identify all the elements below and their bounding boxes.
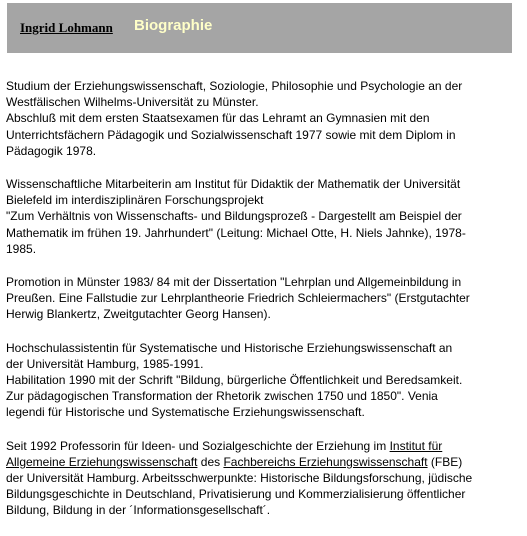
text-line: Bielefeld im interdisziplinären Forschungsprojekt	[6, 193, 264, 208]
text-line: Mathematik im frühen 19. Jahrhundert" (Leitung: Michael Otte, H. Niels Jahnke), 1978-	[6, 225, 466, 240]
text-line: der Universität Hamburg, 1985-1991.	[6, 356, 204, 371]
text-line: Abschluß mit dem ersten Staatsexamen für das Lehramt an Gymnasien mit den	[6, 111, 430, 126]
faculty-link[interactable]: Fachbereichs Erziehungswissenschaft	[223, 454, 428, 469]
text-line: Bildungsgeschichte in Deutschland, Privatisierung und Kommerzialisierung öffentlicher	[6, 487, 466, 502]
institute-link[interactable]: Institut für	[389, 438, 443, 453]
text-line: Promotion in Münster 1983/ 84 mit der Dissertation "Lehrplan und Allgemeinbildung in	[6, 275, 462, 290]
institute-link-continued[interactable]: Allgemeine Erziehungswissenschaft	[6, 454, 198, 469]
text-fragment: Seit 1992 Professorin für Ideen- und Sozialgeschichte der Erziehung im	[6, 438, 390, 453]
text-line: 1985.	[6, 241, 37, 256]
paragraph-research-assistant	[6, 176, 516, 257]
paragraph-habilitation	[6, 340, 516, 421]
text-line: Herwig Blankertz, Zweitgutachter Georg Hansen).	[6, 307, 271, 322]
text-line: "Zum Verhältnis von Wissenschafts- und Bildungsprozeß - Dargestellt am Beispiel der	[6, 209, 462, 224]
text-line	[6, 438, 516, 454]
text-line	[6, 454, 516, 470]
text-fragment: des	[197, 454, 224, 469]
text-line: Pädagogik 1978.	[6, 143, 97, 158]
paragraph-professorship	[6, 438, 516, 519]
header-bar	[7, 3, 512, 53]
page-title: Biographie	[134, 17, 213, 34]
text-line: Habilitation 1990 mit der Schrift "Bildung, bürgerliche Öffentlichkeit und Beredsamkeit.	[6, 373, 463, 388]
text-line: der Universität Hamburg. Arbeitsschwerpunkte: Historische Bildungsforschung, jüdische	[6, 471, 473, 486]
text-line: legendi für Historische und Systematische Erziehungswissenschaft.	[6, 405, 365, 420]
text-line: Bildung, Bildung in der ´Informationsgesellschaft´.	[6, 503, 271, 518]
paragraph-studies	[6, 78, 516, 159]
text-line: Westfälischen Wilhelms-Universität zu Münster.	[6, 95, 259, 110]
text-line: Studium der Erziehungswissenschaft, Soziologie, Philosophie und Psychologie an der	[6, 79, 463, 93]
text-line: Zur pädagogischen Transformation der Rhetorik zwischen 1750 und 1850". Venia	[6, 389, 438, 404]
biography-content	[6, 78, 516, 536]
author-name-link[interactable]: Ingrid Lohmann	[20, 20, 113, 35]
text-line: Wissenschaftliche Mitarbeiterin am Institut für Didaktik der Mathematik der Universität	[6, 177, 461, 192]
text-line: Hochschulassistentin für Systematische und Historische Erziehungswissenschaft an	[6, 340, 453, 355]
text-line: Unterrichtsfächern Pädagogik und Sozialwissenschaft 1977 sowie mit dem Diplom in	[6, 127, 456, 142]
text-line: Preußen. Eine Fallstudie zur Lehrplantheorie Friedrich Schleiermachers" (Erstgutachter	[6, 291, 470, 306]
paragraph-doctorate	[6, 274, 516, 323]
text-fragment: (FBE)	[427, 454, 463, 469]
